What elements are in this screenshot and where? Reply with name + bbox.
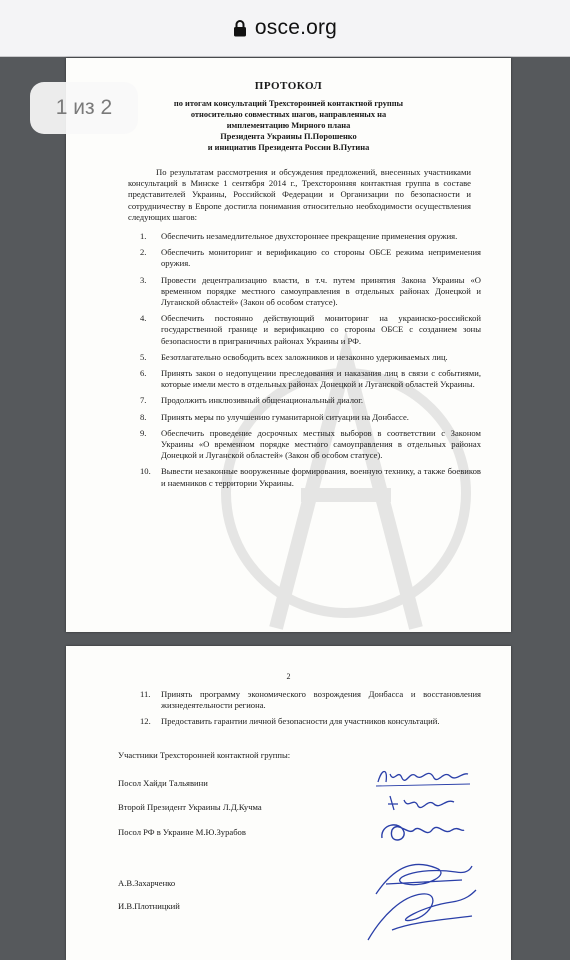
subtitle-line: относительно совместных шагов, направленных на [190,110,387,119]
item-number: 4. [140,313,147,324]
document-page-1 [66,58,511,632]
item-number: 2. [140,247,147,258]
list-item [140,395,481,406]
list-item [140,313,481,347]
item-number: 8. [140,411,147,422]
subtitle-line: имплементацию Мирного плана [226,121,351,130]
item-text: Обеспечить незамедлительное двухстороннее прекращение применения оружия. [161,231,458,242]
page-indicator: 1 из 2 [30,82,138,134]
item-number: 7. [140,395,147,406]
item-text: Принять меры по улучшению гуманитарной ситуации на Донбассе. [161,411,409,422]
item-number: 6. [140,368,147,379]
item-number: 9. [140,427,147,438]
signatory-name: А.В.Захарченко [118,878,176,888]
list-item [140,466,481,488]
item-text: Безотлагательно освободить всех заложников и незаконно удерживаемых лиц. [161,351,448,362]
signature-zurabov [378,818,468,848]
item-text: Обеспечить проведение досрочных местных выборов в соответствии с Законом Украины «О временном порядке местного самоуправления в отдельных районах Донецкой и Луганской областей» (Закон об особом статусе). [161,427,481,461]
subtitle-line: Президента Украины П.Порошенко [220,132,357,141]
steps-list-continued [140,689,481,728]
signatory-name: И.В.Плотницкий [118,901,180,911]
signatory-name: Второй Президент Украины Л.Д.Кучма [118,802,262,812]
signatory-name: Посол РФ в Украине М.Ю.Зурабов [118,827,246,837]
item-text: Принять программу экономического возрождения Донбасса и восстановления жизнедеятельности региона. [161,689,481,711]
intro-paragraph: По результатам рассмотрения и обсуждения предложений, внесенных участниками консультаций в Минске 1 сентября 2014 г., Трехсторонняя контактная группа в составе представителей Украины, Российской Федерации и Организации по безопасности и сотрудничеству в Европе достигла понимания относительно необходимости осуществления следующих шагов: [128,167,471,222]
item-number: 1. [140,231,147,242]
list-item [140,352,481,363]
item-text: Обеспечить мониторинг и верификацию со стороны ОБСЕ режима неприменения оружия. [161,247,481,269]
page-number: 2 [286,672,291,681]
item-number: 3. [140,274,147,285]
signatory-name: Посол Хайди Тальявини [118,778,208,788]
list-item [140,716,481,727]
url-display[interactable] [233,16,337,40]
signature-tagliavini [374,764,474,790]
subtitle-line: по итогам консультаций Трехсторонней контактной группы [173,99,404,108]
list-item [140,247,481,269]
list-item [140,428,481,462]
document-title: ПРОТОКОЛ [254,80,323,92]
url-text: osce.org [254,16,338,39]
lock-icon [233,19,247,37]
document-page-2 [66,646,511,960]
item-number: 5. [140,351,147,362]
signature-plotnitsky [362,886,482,946]
item-text: Провести децентрализацию власти, в т.ч. путем принятия Закона Украины «О временном порядке местного самоуправления в отдельных районах Донецкой и Луганской областей» (Закон об особом статусе). [161,274,481,308]
item-number: 12. [140,716,151,727]
list-item [140,275,481,309]
list-item [140,412,481,423]
list-item [140,689,481,711]
steps-list [140,231,481,489]
browser-address-bar[interactable] [0,0,570,57]
item-text: Обеспечить постоянно действующий мониторинг на украинско-российской государственной границе и верификацию со стороны ОБСЕ с созданием зоны безопасности в приграничных районах Украины и РФ. [161,313,481,346]
list-item [140,231,481,242]
item-number: 11. [140,689,151,699]
list-item [140,368,481,390]
item-text: Принять закон о недопущении преследования и наказания лиц в связи с событиями, которые имели место в отдельных районах Донецкой и Луганской областей Украины. [161,368,481,390]
subtitle-line: и инициатив Президента России В.Путина [207,143,370,152]
signatories-heading: Участники Трехсторонней контактной группы: [118,749,291,760]
item-number: 10. [140,466,151,477]
item-text: Предоставить гарантии личной безопасности для участников консультаций. [161,716,440,727]
signature-kuchma [384,792,464,814]
item-text: Вывести незаконные вооруженные формирования, военную технику, а также боевиков и наемников с территории Украины. [161,466,481,488]
item-text: Продолжить инклюзивный общенациональный диалог. [161,395,363,406]
